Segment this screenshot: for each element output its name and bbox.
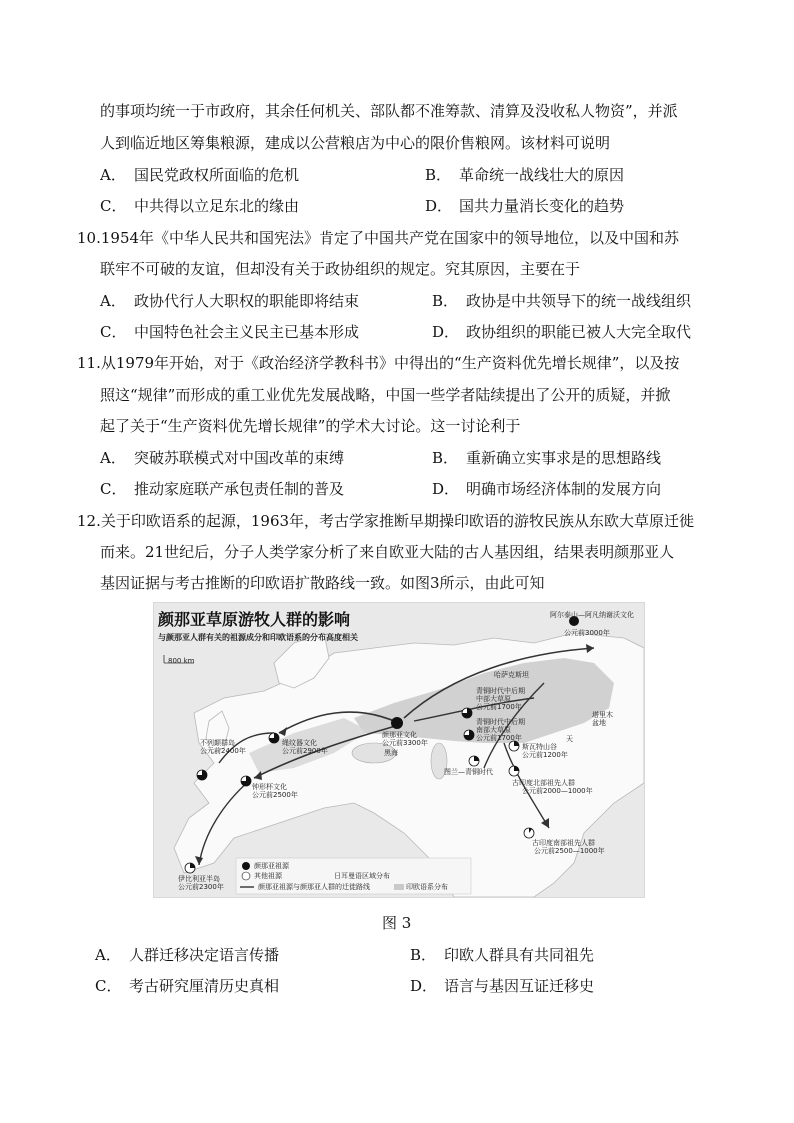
option-text: 推动家庭联产承包责任制的普及 xyxy=(134,480,345,498)
label-britain: 不列颠群岛 xyxy=(200,739,235,747)
q10-option-b xyxy=(432,291,691,311)
label-bell-date: 公元前2500年 xyxy=(252,791,298,799)
q9-option-b xyxy=(425,165,624,185)
q10-option-a xyxy=(100,291,359,311)
legend-label-4: 印欧语系分布 xyxy=(406,883,448,891)
label-swat-date: 公元前1200年 xyxy=(522,751,568,759)
legend-pie-icon-2 xyxy=(242,872,250,880)
yamnaya-map-figure xyxy=(153,602,645,898)
q9-option-d xyxy=(425,196,624,216)
option-letter: B． xyxy=(425,166,452,184)
q12-line-3: 基因证据与考古推断的印欧语扩散路线一致。如图3所示，由此可知 xyxy=(100,574,545,592)
option-text: 中国特色社会主义民主已基本形成 xyxy=(134,323,360,341)
label-kazakh: 哈萨克斯坦 xyxy=(494,671,529,679)
map-title: 颜那亚草原游牧人群的影响 xyxy=(158,610,351,629)
option-text: 政协是中共领导下的统一战线组织 xyxy=(466,292,692,310)
option-letter: C． xyxy=(95,977,122,995)
pie-bell xyxy=(241,776,251,786)
option-letter: D． xyxy=(432,480,460,498)
label-yamnaya: 颜那亚文化 xyxy=(382,731,417,739)
q11-line-1: 11.从1979年开始，对于《政治经济学教科书》中得出的“生产资料优先增长规律”，以及按 xyxy=(77,354,680,372)
q11-option-b xyxy=(432,448,661,468)
option-letter: A． xyxy=(100,449,126,467)
option-text: 国民党政权所面临的危机 xyxy=(134,166,300,184)
pie-north-india xyxy=(509,766,519,776)
q9-line-2: 人到临近地区筹集粮源，建成以公营粮店为中心的限价售粮网。该材料可说明 xyxy=(100,134,611,152)
label-swat: 斯瓦特山谷 xyxy=(522,743,557,751)
q11-line-3: 起了关于“生产资料优先增长规律”的学术大讨论。这一讨论利于 xyxy=(100,417,521,435)
option-letter: C． xyxy=(100,323,127,341)
option-text: 印欧人群具有共同祖先 xyxy=(444,946,595,964)
option-letter: B． xyxy=(432,292,459,310)
option-letter: D． xyxy=(410,977,438,995)
option-letter: A． xyxy=(95,946,121,964)
label-north-india: 古印度北部祖先人群 xyxy=(512,779,575,787)
option-letter: A． xyxy=(100,292,126,310)
label-iberia: 伊比利亚半岛 xyxy=(178,875,220,883)
label-bronze-mid-2: 青铜时代中后期 xyxy=(476,718,525,726)
q12-line-2: 而来。21世纪后，分子人类学家分析了来自欧亚大陆的古人基因组，结果表明颜那亚人 xyxy=(100,543,675,561)
q12-option-d xyxy=(410,976,594,996)
label-afanasievo: 阿尔泰山—阿凡纳谢沃文化 xyxy=(550,611,634,619)
label-afanasievo-date: 公元前3000年 xyxy=(564,629,610,637)
q10-line-2: 联牢不可破的友谊，但却没有关于政协组织的规定。究其原因，主要在于 xyxy=(100,260,581,278)
pie-britain xyxy=(197,770,207,780)
label-tarim: 塔里木 xyxy=(592,711,613,719)
pie-corded xyxy=(269,733,279,743)
q12-option-b xyxy=(410,945,594,965)
legend-label-3: 颜那亚祖源与颜那亚人群的迁徙路线 xyxy=(258,883,370,891)
q11-option-d xyxy=(432,479,661,499)
pie-iberia xyxy=(185,863,195,873)
option-text: 语言与基因互证迁移史 xyxy=(444,977,595,995)
legend-label-1: 颜那亚祖源 xyxy=(254,862,289,870)
label-bronze-mid: 青铜时代中后期 xyxy=(476,687,525,695)
label-south-india-date: 公元前2500—1000年 xyxy=(534,847,605,855)
option-text: 国共力量消长变化的趋势 xyxy=(459,197,625,215)
label-north-india-date: 公元前2000—1000年 xyxy=(522,787,593,795)
legend-swatch xyxy=(394,884,404,890)
q11-line-2: 照这“规律”而形成的重工业优先发展战略，中国一些学者陆续提出了公开的质疑，并掀 xyxy=(100,386,671,404)
legend-pie-icon xyxy=(242,862,250,870)
option-text: 革命统一战线壮大的原因 xyxy=(459,166,625,184)
option-letter: D． xyxy=(425,197,453,215)
option-text: 政协代行人大职权的职能即将结束 xyxy=(134,292,360,310)
pie-yamnaya xyxy=(391,717,403,729)
label-corded-date: 公元前2900年 xyxy=(282,747,328,755)
legend-label-5: 日耳曼语区域分布 xyxy=(334,872,390,880)
option-letter: A． xyxy=(100,166,126,184)
q10-option-c xyxy=(100,322,359,342)
label-black-sea: 黑海 xyxy=(384,749,398,757)
q10-line-1: 10.1954年《中华人民共和国宪法》肯定了中国共产党在国家中的领导地位，以及中国和苏 xyxy=(77,229,680,247)
q12-option-c xyxy=(95,976,279,996)
option-text: 政协组织的职能已被人大完全取代 xyxy=(466,323,692,341)
label-south-steppe: 南部大草原 xyxy=(476,726,511,734)
label-corded: 绳纹器文化 xyxy=(282,739,317,747)
pie-turan xyxy=(469,756,479,766)
label-south-india: 古印度南部祖先人群 xyxy=(532,839,595,847)
label-britain-date: 公元前2400年 xyxy=(200,747,246,755)
legend-label-2: 其他祖源 xyxy=(254,872,282,880)
option-letter: B． xyxy=(432,449,459,467)
pie-south-india xyxy=(524,828,534,838)
q9-option-a xyxy=(100,165,299,185)
label-mid-steppe-date: 公元前1700年 xyxy=(476,703,522,711)
label-bell: 钟形杯文化 xyxy=(252,783,287,791)
option-text: 中共得以立足东北的缘由 xyxy=(134,197,300,215)
option-text: 重新确立实事求是的思想路线 xyxy=(466,449,662,467)
option-text: 明确市场经济体制的发展方向 xyxy=(466,480,662,498)
q12-option-a xyxy=(95,945,279,965)
label-tian: 天 xyxy=(566,735,573,743)
option-letter: C． xyxy=(100,480,127,498)
option-letter: B． xyxy=(410,946,437,964)
option-letter: C． xyxy=(100,197,127,215)
label-south-steppe-date: 公元前1700年 xyxy=(476,734,522,742)
label-yamnaya-date: 公元前3300年 xyxy=(382,739,428,747)
option-text: 突破苏联模式对中国改革的束缚 xyxy=(134,449,345,467)
option-letter: D． xyxy=(432,323,460,341)
pie-swat xyxy=(509,741,519,751)
label-mid-steppe: 中部大草原 xyxy=(476,695,511,703)
label-iberia-date: 公元前2300年 xyxy=(178,883,224,891)
q9-option-c xyxy=(100,196,299,216)
figure-caption: 图 3 xyxy=(382,914,412,932)
q11-option-c xyxy=(100,479,344,499)
label-turan: 图兰—青铜时代 xyxy=(444,768,493,776)
q10-option-d xyxy=(432,322,691,342)
q12-line-1: 12.关于印欧语系的起源，1963年，考古学家推断早期操印欧语的游牧民族从东欧大草原迁徙 xyxy=(77,512,695,530)
q11-option-a xyxy=(100,448,344,468)
map-scale-label: 800 km xyxy=(168,657,195,665)
label-tarim-2: 盆地 xyxy=(592,719,606,727)
pie-steppe-mid xyxy=(462,708,472,718)
option-text: 人群迁移决定语言传播 xyxy=(129,946,280,964)
map-subtitle: 与颜那亚人群有关的祖源成分和印欧语系的分布高度相关 xyxy=(158,633,358,642)
pie-steppe-south xyxy=(464,730,474,740)
q9-line-1: 的事项均统一于市政府，其余任何机关、部队都不准筹款、清算及没收私人物资”，并派 xyxy=(100,102,678,120)
option-text: 考古研究厘清历史真相 xyxy=(129,977,280,995)
